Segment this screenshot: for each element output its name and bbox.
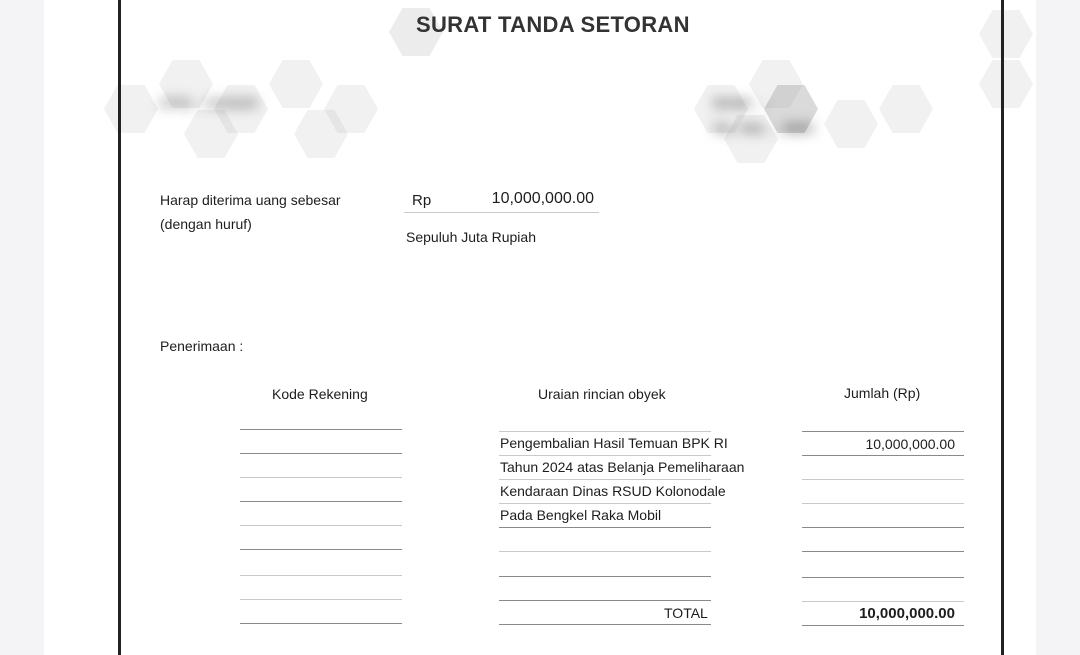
table-row-line [240,525,402,526]
table-row-line [499,551,711,552]
account-number-redacted: No. Rek …3690 [714,120,814,136]
table-row-line [499,600,711,601]
amount-in-words: Sepuluh Juta Rupiah [406,229,536,245]
sts-number-redacted: STS/…/VI/2025 [160,95,258,111]
description-line-3: Kendaraan Dinas RSUD Kolonodale [500,483,726,499]
table-row-line [240,429,402,430]
total-label: TOTAL [664,605,708,621]
table-row-line [240,453,402,454]
table-row-line [240,477,402,478]
description-line-4: Pada Bengkel Raka Mobil [500,507,662,523]
table-row-line [240,575,402,576]
description-line-2: Tahun 2024 atas Belanja Pemeliharaan [500,459,745,475]
table-row-line [802,551,964,552]
amount-underline [404,212,599,213]
table-row-line [240,623,402,624]
amount-label: Harap diterima uang sebesar [160,192,341,208]
table-row-line [240,599,402,600]
table-row-line [499,576,711,577]
amount-words-label: (dengan huruf) [160,216,252,232]
table-row-line [499,503,711,504]
table-row-line [802,503,964,504]
total-value: 10,000,000.00 [859,605,955,622]
table-row-line [499,527,711,528]
table-row-line [499,624,711,625]
column-header-uraian: Uraian rincian obyek [538,386,666,402]
currency-label: Rp [412,192,432,209]
document-page [44,0,1036,655]
table-row-line [499,431,711,432]
table-row-line [802,625,964,626]
column-header-jumlah: Jumlah (Rp) [844,385,921,401]
column-header-kode-rekening: Kode Rekening [272,386,368,402]
table-row-line [240,549,402,550]
table-row-line [802,601,964,602]
row-amount: 10,000,000.00 [865,436,955,452]
table-row-line [802,455,964,456]
table-row-line [802,577,964,578]
document-title: SURAT TANDA SETORAN [416,12,690,37]
bank-name-redacted: BANK … [714,95,771,111]
penerimaan-label: Penerimaan : [160,338,244,354]
table-row-line [802,527,964,528]
description-line-1: Pengembalian Hasil Temuan BPK RI [500,435,728,451]
table-row-line [499,455,711,456]
table-row-line [802,479,964,480]
table-row-line [802,431,964,432]
table-row-line [499,479,711,480]
table-row-line [240,501,402,502]
amount-value: 10,000,000.00 [491,190,594,207]
